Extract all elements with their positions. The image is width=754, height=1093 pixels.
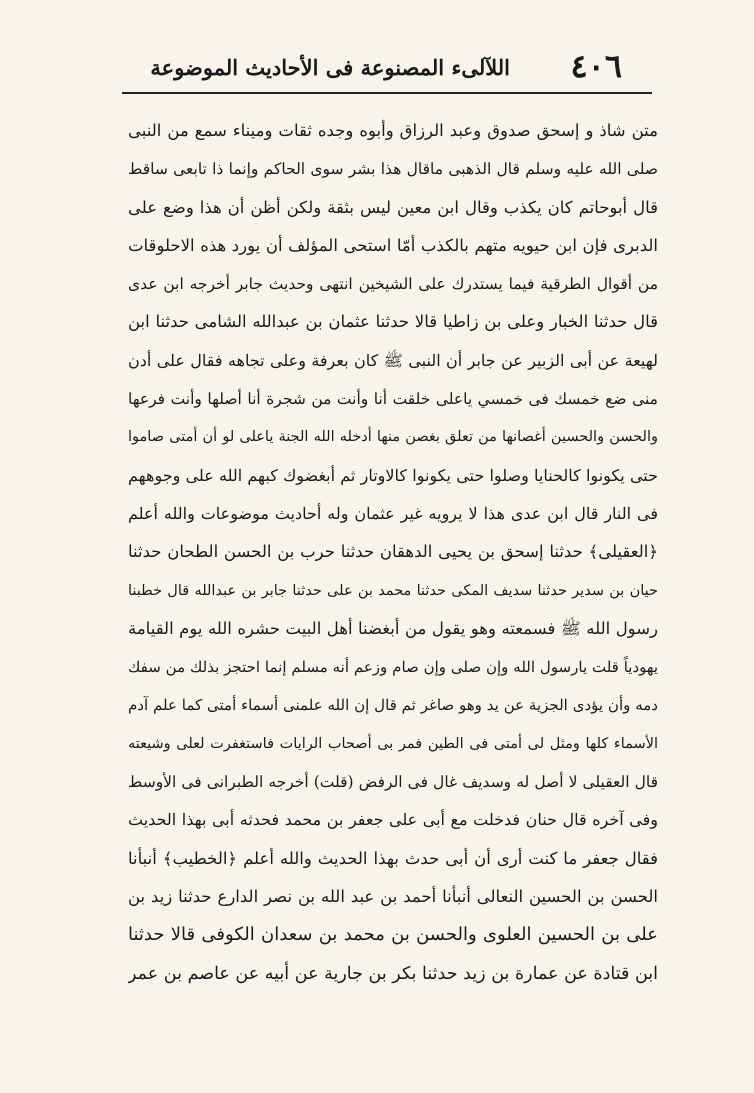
text-line: يهودياً قلت يارسول الله وإن صلى وإن صام وزعم أنه مسلم إنما احتجز بذلك من سفك — [128, 658, 658, 677]
text-line: الأسماء كلها ومثل لى أمتى فى الطين فمر بى أصحاب الرايات فاستغفرت لعلى وشيعته — [128, 735, 658, 752]
text-line: على بن الحسين العلوى والحسن بن محمد بن سعدان الكوفى قالا حدثنا — [128, 924, 658, 946]
page-header — [122, 46, 622, 90]
text-line: الدبرى فإن ابن حيويه متهم بالكذب أمّا استحى المؤلف أن يورد هذه الاحلوقات — [128, 235, 658, 255]
text-line: فى النار قال ابن عدى هذا لا يرويه غير عثمان وله أحاديث موضوعات والله أعلم — [128, 503, 658, 523]
text-line: رسول الله ﷺ فسمعته وهو يقول من أبغضنا أهل البيت حشره الله يوم القيامة — [128, 618, 658, 638]
text-line: منى ضع خمسك فى خمسي ياعلى خلقت أنا وأنت من شجرة أنا أصلها وأنت فرعها — [128, 390, 658, 409]
text-line: دمه وأن يؤدى الجزية عن يد وهو صاغر ثم قال إن الله علمنى أسماء أمتى كما علم آدم — [128, 696, 658, 715]
text-line: وفى آخره قال حنان فدخلت مع أبى على جعفر بن محمد فحدثه أبى بهذا الحديث — [128, 810, 658, 830]
text-line: لهيعة عن أبى الزبير عن جابر أن النبى ﷺ كان بعرفة وعلى تجاهه فقال على أدن — [128, 350, 658, 370]
text-line: والحسن والحسين أغصانها من تعلق بغصن منها أدخله الله الجنة ياعلى لو أن أمتى صاموا — [128, 429, 658, 446]
text-line: ابن قتادة عن عمارة بن زيد حدثنا بكر بن جارية عن أبيه عن عاصم بن عمر — [128, 963, 658, 984]
text-line: الحسن بن الحسين النعالى أنبأنا أحمد بن عبد الله بن نصر الدارع حدثنا زيد بن — [128, 886, 658, 906]
text-line: صلى الله عليه وسلم قال الذهبى ماقال هذا بشر سوى الحاكم وإنما ذا تابعى ساقط — [128, 160, 658, 179]
text-line: قال أبوحاتم كان يكذب وقال ابن معين ليس بثقة ولكن أظن أن هذا وضع على — [128, 197, 658, 217]
text-line: قال العقيلى لا أصل له وسديف غال فى الرفض (قلت) أخرجه الطبرانى فى الأوسط — [128, 773, 658, 792]
page-number: ٤٠٦ — [570, 47, 622, 85]
text-line: حتى يكونوا كالحنايا وصلوا حتى يكونوا كالاوتار ثم أبغضوك كبهم الله على وجوههم — [128, 465, 658, 485]
text-line: متن شاذ و إسحق صدوق وعبد الرزاق وأبوه وجده ثقات وميناء سمع من النبى — [128, 121, 658, 140]
body-text — [128, 112, 658, 993]
text-line: قال حدثنا الخبار وعلى بن زاطيا قالا حدثنا عثمان بن عبدالله الشامى حدثنا ابن — [128, 312, 658, 332]
text-line: فقال جعفر ما كنت أرى أن أبى حدث بهذا الحديث والله أعلم ﴿الخطيب﴾ أنبأنا — [128, 848, 658, 868]
text-line: حيان بن سدير حدثنا سديف المكى حدثنا محمد بن على حدثنا جابر بن عبدالله قال خطبنا — [128, 582, 658, 599]
text-line: من أقوال الطرقية فيما يستدرك على الشيخين انتهى وحديث جابر أخرجه ابن عدى — [128, 275, 658, 294]
running-title: اللآلىء المصنوعة فى الأحاديث الموضوعة — [150, 55, 510, 80]
text-line: ﴿العقيلى﴾ حدثنا إسحق بن يحيى الدهقان حدثنا حرب بن الحسن الطحان حدثنا — [128, 542, 658, 562]
header-rule — [122, 92, 652, 94]
